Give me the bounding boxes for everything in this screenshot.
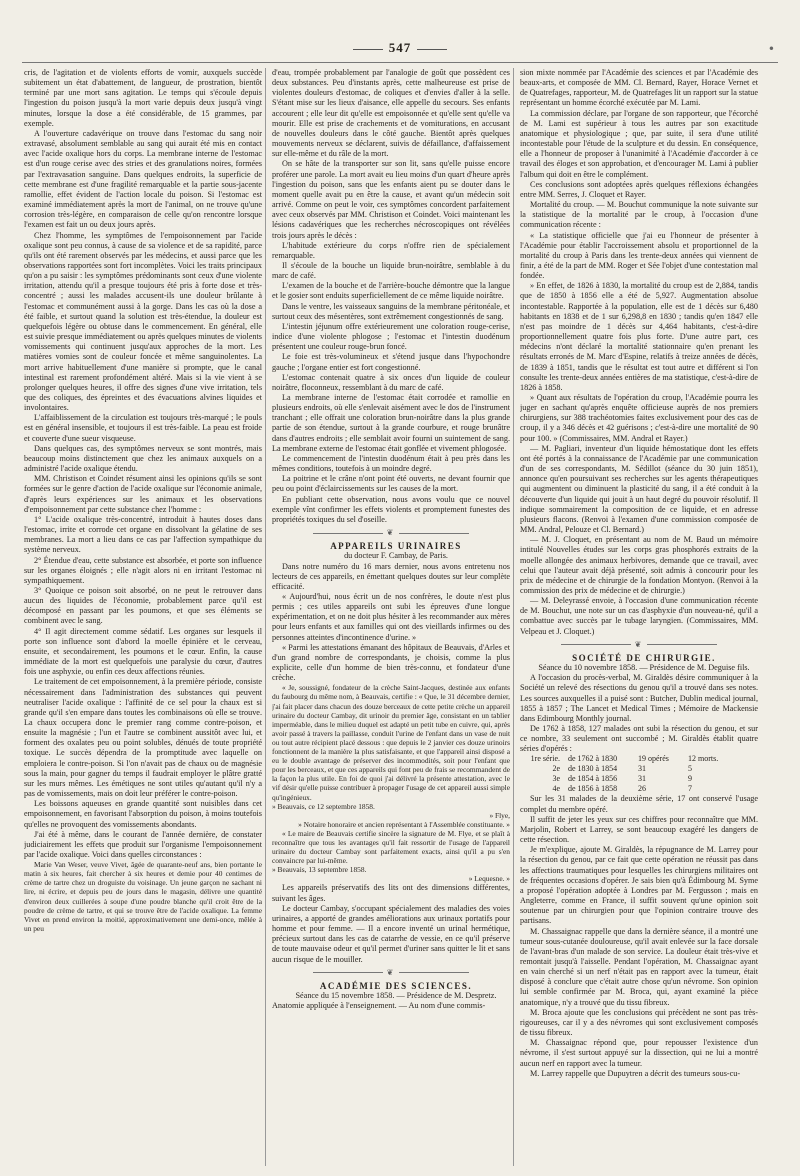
paragraph: Mortalité du croup. — M. Bouchut communique la note suivante sur la statistique de la mortalité par le croup, à l'occasion d'une communication récente :	[520, 200, 758, 230]
paragraph: L'habitude extérieure du corps n'offre rien de spécialement remarquable.	[272, 240, 510, 260]
paragraph: « Le maire de Beauvais certifie sincère la signature de M. Flye, et se plaît à reconnaître que tous les avantages qu'il fait ressortir de l'usage de l'appareil urinaire du docteur Cambay sont parfaitement exacts, ainsi qu'il a pu s'en convaincre par lui-même.	[272, 828, 510, 866]
signature-date: » Beauvais, 13 septembre 1858.	[272, 865, 367, 875]
paragraph: 4° Il agit directement comme sédatif. Les organes sur lesquels il porte son influence sont d'abord la moelle épinière et le cerveau, ensuite, et secondairement, les poumons et le cœur. Enfin, la cause immédiate de la mort est quelquefois une paralysie du cœur, d'autres fois une asphyxie, ou enfin ces deux affections réunies.	[24, 626, 262, 677]
paragraph: La commission déclare, par l'organe de son rapporteur, que l'écorché de M. Lami est supérieur à tous les autres par son exactitude anatomique et physiologique ; que, par suite, il sera d'une utilité incontestable pour l'étude de la sculpture et du dessin. En conséquence, elle a l'honneur de proposer à l'unanimité à l'Académie d'accorder à ce travail des éloges et son approbation, et d'encourager M. Lami à publier l'album qui doit en être le complément.	[520, 108, 758, 179]
table-row: 3e de 1854 à 1856 31 9	[552, 774, 692, 784]
paragraph: d'eau, trompée probablement par l'analogie de goût que possèdent ces deux substances. Peu d'instants après, cette malheureuse est prise de violentes douleurs d'estomac, de coliques et d'envies d'aller à la selle. S'étant mise sur les lieux d'aisance, elle appelle du secours. Ses enfants accourent ; elle leur dit qu'elle est empoisonnée et qu'elle sent qu'elle va mourir. Elle est prise de crachements et de vomiturations, en accusant de nouvelles douleurs dans le côté gauche. Bientôt après quelques mouvements nerveux se déclarent, suivis de défaillance, d'affaissement sur elle-même et du râle de la mort.	[272, 68, 510, 159]
paragraph: Les appareils préservatifs des lits ont des dimensions différentes, suivant les âges.	[272, 883, 510, 903]
section-title: APPAREILS URINAIRES	[330, 541, 462, 552]
column-divider	[265, 68, 266, 1166]
paragraph: cris, de l'agitation et de violents efforts de vomir, auxquels succède subitement un état d'abattement, de langueur, de prostration, bientôt terminé par une mort sans agitation. Le temps qui s'écoule depuis l'ingestion du poison jusqu'à la mort varie depuis deux jusqu'à vingt minutes, lorsque la dose a été considérable, de 15 grammes, par exemple.	[24, 68, 262, 128]
section-subtitle: Séance du 15 novembre 1858. — Présidence de M. Despretz.	[295, 991, 497, 1000]
paragraph: Les boissons aqueuses en grande quantité sont nuisibles dans cet empoisonnement, en favorisant l'absorption du poison, à moins toutefois qu'elles ne provoquent des vomissements abondants.	[24, 799, 262, 829]
paragraph: A l'ouverture cadavérique on trouve dans l'estomac du sang noir extravasé, absolument semblable au sang qui aurait été mis en contact avec l'acide oxalique hors du corps. La membrane interne de l'estomac est d'un rouge cerise avec des stries et des granulations noires, formées par l'extravasation sanguine. Dans quelques endroits, la superficie de cette membrane est d'une fragilité remarquable et la partie sous-jacente ramollie, effet évident de l'action locale du poison. Si l'estomac est examiné immédiatement après la mort de l'animal, on ne trouve qu'une corrosion très-légère, en comparaison de celle qu'on rencontre lorsque l'examen est fait un ou deux jours après.	[24, 128, 262, 230]
paragraph: M. Chassaignac répond que, pour repousser l'existence d'un névrome, il s'est surtout appuyé sur la dissection, qui ne lui a montré aucun nerf en rapport avec la tumeur.	[520, 1038, 758, 1068]
paragraph: Ces conclusions sont adoptées après quelques réflexions échangées entre MM. Serres, J. Cloquet et Rayer.	[520, 179, 758, 199]
paragraph: » Quant aux résultats de l'opération du croup, l'Académie pourra les juger en sachant qu'après enquête officieuse auprès de nos premiers chirurgiens, sur 388 trachéotomies faites exclusivement pour des cas de croup, il y a 346 décès et 42 guérisons ; c'est-à-dire une mortalité de 90 pour 100. » (Commissaires, MM. Andral et Rayer.)	[520, 393, 758, 443]
paragraph: Il suffit de jeter les yeux sur ces chiffres pour reconnaître que MM. Marjolin, Robert et Larrey, se sont beaucoup exagéré les dangers de cette résection.	[520, 814, 758, 845]
paragraph: Dans le ventre, les vaisseaux sanguins de la membrane péritonéale, et surtout ceux des mésentères, sont extrêmement congestionnés de sang.	[272, 301, 510, 321]
paragraph: « Je, soussigné, fondateur de la crèche Saint-Jacques, destinée aux enfants du faubourg du même nom, à Beauvais, certifie : « Que, le 31 décembre dernier, j'ai fait placer dans chacun des douze berceaux de cette petite crèche un appareil urinaire du docteur Cambay, dit urinoir du premier âge, consistant en un tablier imperméable, dans le milieu duquel est adapté un petit tube en cuivre, qui, après avoir passé à travers la paillasse, conduit l'urine de l'enfant dans un vase de nuit ou tout autre récipient placé dessous : que depuis le 2 janvier ces douze urinoirs fonctionnent de la manière la plus satisfaisante, et que l'appareil ainsi disposé a eu le double avantage de préserver des incommodités, soit pour l'enfant que pour les berceaux, et que ces appareils qui font peu de frais se recommandent de la façon la plus utile. En foi de quoi j'ai délivré la présente attestation, avec le vif désir qu'elle puisse contribuer à propager l'usage de cet appareil aussi simple qu'ingénieux.	[272, 683, 510, 802]
paragraph: Dans notre numéro du 16 mars dernier, nous avons entretenu nos lecteurs de ces appareils, en émettant quelques doutes sur leur complète efficacité.	[272, 561, 510, 591]
paragraph: M. Chassaignac rappelle que dans la dernière séance, il a montré une tumeur sous-cutanée douloureuse, qu'il avait enlevée sur la face dorsale de l'avant-bras d'un malade de son service. La douleur était très-vive et remontait jusqu'à l'aisselle. Pendant l'opération, M. Chassaignac ayant en vain cherché si un nerf n'était pas en rapport avec la tumeur, était disposé à conclure que c'était autre chose qu'un névrome. Son opinion lui semble confirmée par M. Broca, qui, ayant examiné la pièce anatomique, n'y a trouvé que du tissu fibreux.	[520, 926, 758, 1007]
column-2	[272, 68, 510, 1166]
paragraph: De 1762 à 1858, 127 malades ont subi la résection du genou, et sur ce nombre, 33 seulement ont succombé ; M. Giraldès établit quatre séries d'opérés :	[520, 724, 758, 754]
section-subtitle: du docteur F. Cambay, de Paris.	[344, 551, 448, 561]
paragraph: — M. Deleyrassé envoie, à l'occasion d'une communication récente de M. Bouchut, une note sur un cas d'asphyxie d'un nouveau-né, qu'il a combattue avec succès par le tubage laryngien. (Commissaires, MM. Velpeau et J. Cloquet.)	[520, 596, 758, 636]
column-divider	[513, 68, 514, 1166]
paragraph: M. Larrey rappelle que Dupuytren a décrit des tumeurs sous-cu-	[530, 1068, 741, 1078]
paragraph: M. Broca ajoute que les conclusions qui précèdent ne sont pas très-rigoureuses, car il y a des névromes qui sont exclusivement composés de tissu fibreux.	[520, 1007, 758, 1038]
paragraph: — M. Pagliari, inventeur d'un liquide hémostatique dont les effets ont été portés à la connaissance de l'Académie par une communication d'un de ses correspondants, M. Sédillot (séance du 30 juin 1851), annonce qu'en poursuivant ses recherches sur les agents thérapeutiques qui augmentent ou diminuent la plasticité du sang, il a été conduit à la découverte d'un liquide qui jouit à un haut degré du pouvoir résolutif. Il indique sommairement la composition de ce liquide, et en adresse plusieurs flacons. (Renvoi à l'examen d'une commission composée de MM. Andral, Pelouze et Cl. Bernard.)	[520, 443, 758, 535]
paragraph: « Aujourd'hui, nous écrit un de nos confrères, le doute n'est plus permis ; ces utiles appareils ont subi les épreuves d'une longue expérimentation, et on ne doit plus hésiter à les recommander aux mères pour leurs enfants et aux familles qui ont des vieillards infirmes ou des personnes atteintes d'incontinence d'urine. »	[272, 591, 510, 642]
paragraph: Sur les 31 malades de la deuxième série, 17 ont conservé l'usage complet du membre opéré.	[520, 794, 758, 814]
paragraph: On se hâte de la transporter sur son lit, sans qu'elle puisse encore proférer une parole. La mort avait eu lieu moins d'un quart d'heure après l'ingestion du poison, sans que les enfants aient pu se douter dans le moment quelle avait pu en être la cause, et avant qu'un médecin soit arrivé. Comme on peut le voir, ces symptômes concordent parfaitement avec ceux observés par MM. Christison et Coindet. Voici maintenant les lésions cadavériques que les recherches nécroscopiques ont révélées trois jours après le décès :	[272, 159, 510, 240]
paragraph: « La statistique officielle que j'ai eu l'honneur de présenter à l'Académie pour établir l'accroissement absolu et proportionnel de la mortalité du croup à Paris dans les trente-deux années qui viennent de finir, a été de la part de MM. Roger et Sée l'objet d'une contestation mal fondée.	[520, 230, 758, 281]
paragraph: Le foie est très-volumineux et s'étend jusque dans l'hypochondre gauche ; l'organe entier est fort congestionné.	[272, 352, 510, 372]
header-rule	[22, 62, 778, 63]
corner-mark: •	[767, 42, 775, 56]
paragraph: La membrane interne de l'estomac était corrodée et ramollie en plusieurs endroits, où elle s'enlevait aisément avec le dos de l'instrument tranchant ; elle offrait une coloration brun-noirâtre dans la plus grande partie de son étendue, surtout à la grande courbure, et rouge brunâtre dans d'autres endroits ; elle semblait avoir fourni un suintement de sang. La membrane externe de l'estomac était gonflée et vivement phlogosée.	[272, 393, 510, 453]
table-row: 1re série. de 1762 à 1830 19 opérés 12 morts.	[530, 754, 719, 764]
paragraph: Le docteur Cambay, s'occupant spécialement des maladies des voies urinaires, a apporté de grandes améliorations aux urinaux portatifs pour homme et pour femme. — Il a encore inventé un urinal hermétique, précieux surtout dans les cas de catarrhe de vessie, en ce qu'il préserve de toute mauvaise odeur et qu'il permet d'uriner sans quitter le lit et sans aucun risque de le mouiller.	[272, 903, 510, 964]
resection-table	[520, 754, 758, 794]
signature-role: » Notaire honoraire et ancien représentant à l'Assemblée constituante. »	[298, 819, 510, 829]
paragraph: Je m'explique, ajoute M. Giraldès, la répugnance de M. Larrey pour la résection du genou, par ce fait que cette opération ne réussit pas dans les affections traumatiques pour lesquelles les chirurgiens militaires ont de fréquentes occasions d'opérer. Je sais bien qu'à Édimbourg M. Syme a proposé l'opération adoptée à Londres par M. Fergusson ; mais en Angleterre, comme en France, il suffit souvent qu'une opinion soit soutenue par un chirurgien pour que l'opinion contraire trouve des partisans.	[520, 845, 758, 926]
signature-date: » Beauvais, ce 12 septembre 1858.	[272, 801, 375, 811]
paragraph: Le traitement de cet empoisonnement, à la première période, consiste nécessairement dans l'administration des substances qui peuvent neutraliser l'acide oxalique : l'affinité de ce sel pour la chaux est si grande qu'il s'en empare dans toutes les combinaisons où elle se trouve. La chaux occupera donc le premier rang comme contre-poison, et ensuite la magnésie ; l'un et l'autre se combinent aussitôt avec lui, et forment des oxalates peu ou point solubles, dénués de toute propriété toxique. Le succès dépendra de la promptitude avec laquelle on emploiera le contre-poison. Si l'on n'avait pas de chaux ou de magnésie sous la main, pour gagner du temps il faudrait employer le plâtre gratté sur les murs mêmes. Les émétiques ne sont utiles qu'autant qu'il n'y a pas de vomissements, mais on doit leur préférer le contre-poison.	[24, 677, 262, 799]
paragraph: Dans quelques cas, des symptômes nerveux se sont montrés, mais beaucoup moins distinctement que chez les animaux auxquels on a administré l'acide oxalique étendu.	[24, 443, 262, 474]
table-row: 4e de 1856 à 1858 26 7	[552, 784, 692, 794]
section-subtitle: Séance du 10 novembre 1858. — Présidence de M. Deguise fils.	[538, 663, 750, 673]
paragraph: Le commencement de l'intestin duodénum était à peu près dans les mêmes conditions, toutefois à un moindre degré.	[272, 453, 510, 474]
section-title: ACADÉMIE DES SCIENCES.	[319, 980, 473, 991]
signature-name: » Lequesne. »	[468, 874, 510, 884]
column-3	[520, 68, 758, 1166]
paragraph: » En effet, de 1826 à 1830, la mortalité du croup est de 2,884, tandis que de 1850 à 1856 elle a été de 5,927. Augmentation absolue incontestable. Rapportée à la population, elle est de 1 décès sur 6,480 habitants en 1838 et de 1 sur 6,298,8 en 1830 ; tandis qu'en 1847 elle n'est pas moindre de 1 décès sur 4,464 habitants, c'est-à-dire proportionnellement quatre fois plus forte. D'une autre part, ces médecins n'ont déclaré la mortalité stationnaire qu'en prenant les résultats erronés de M. Marc d'Espine, relatifs à treize années de décès, de 1839 à 1851, tandis que le résultat est tout autre et différent si l'on consulte les trente-deux années entières de ma statistique, c'est-à-dire de 1826 à 1858.	[520, 281, 758, 392]
page-number: 547	[340, 40, 460, 56]
paragraph: Chez l'homme, les symptômes de l'empoisonnement par l'acide oxalique sont peu connus, à cause de sa violence et de sa rapidité, parce qu'ils ont été rarement observés par les médecins, et aussi parce que les observations rapportées sont fort incomplètes. Voici les traits principaux qu'on a pu saisir : les symptômes prédominants sont ceux d'une violente irritation, attendu qu'il a presque toujours été pris à forte dose et très-concentré ; aussi les malades accusent-ils une douleur brûlante à l'estomac et communément aussi à la gorge. Dans les cas où la dose a été faible, et surtout quand la solution est très-étendue, la douleur est quelquefois légère ou obtuse dans le commencement. En général, elle est suivie presque immédiatement ou après quelques minutes de violents vomissements qui continuent jusqu'aux approches de la mort. Les matières vomies sont de couleur foncée et même sanguinolentes. La mort arrive habituellement d'une manière si prompte, que le canal intestinal est rarement profondément altéré. Mais si la vie vient à se prolonger quelques heures, il offre des signes d'une vive irritation, tels que des coliques, des épreintes et des évacuations alvines liquides et involontaires.	[24, 230, 262, 413]
paragraph: MM. Christison et Coindet résument ainsi les opinions qu'ils se sont formées sur le genre d'action de l'acide oxalique sur l'économie animale, d'après leurs expériences sur les animaux et les observations d'empoisonnement par cette substance chez l'homme :	[24, 474, 262, 514]
paragraph: La poitrine et le crâne n'ont point été ouverts, ne devant fournir que peu ou point d'éclaircissements sur les causes de la mort.	[272, 474, 510, 494]
table-row: 2e de 1830 à 1854 31 5	[552, 764, 692, 774]
paragraph: L'affaiblissement de la circulation est toujours très-marqué ; le pouls est en général insensible, et toujours il est très-faible. La peau est froide et couverte d'une sueur visqueuse.	[24, 413, 262, 443]
paragraph: J'ai été à même, dans le courant de l'année dernière, de constater judiciairement les effets que produit sur l'organisme l'empoisonnement par l'acide oxalique. Voici dans quelles circonstances :	[24, 829, 262, 860]
paragraph: 3° Quoique ce poison soit absorbé, on ne peut le retrouver dans aucun des liquides de l'économie, probablement parce qu'il est décomposé en passant par les poumons, et que ses éléments se combinent avec le sang.	[24, 585, 262, 626]
paragraph: — M. J. Cloquet, en présentant au nom de M. Baud un mémoire intitulé Nouvelles études sur les corps gras phosphorés extraits de la moelle allongée des animaux herbivores, demande que ce travail, avec celui que l'auteur avait déjà présenté, soit admis à concourir pour les prix de médecine et de chirurgie de la fondation Montyon. (Renvoi à la commission des prix de médecine et de chirurgie.)	[520, 535, 758, 595]
section-ornament: ❦	[520, 640, 758, 650]
paragraph: « Parmi les attestations émanant des hôpitaux de Beauvais, d'Arles et d'un grand nombre de correspondants, je choisis, comme la plus explicite, celle d'un homme de bien très-connu, et fondateur d'une crèche.	[272, 642, 510, 683]
paragraph: A l'occasion du procès-verbal, M. Giraldès désire communiquer à la Société un relevé des résections du genou qu'il a trouvé dans ses notes. Les sources auxquelles il a puisé sont : Butcher, Dublin medical journal, 1855 à 1857 ; The Lancet et Medical Times ; Mémoire de Mackensie dans Edimbourg Monthly journal.	[520, 673, 758, 723]
section-ornament: ❦	[272, 968, 510, 978]
paragraph: L'estomac contenait quatre à six onces d'un liquide de couleur noirâtre, floconneux, ressemblant à du marc de café.	[272, 372, 510, 392]
paragraph: 2° Étendue d'eau, cette substance est absorbée, et porte son influence sur les organes éloignés ; elle n'agit alors ni en irritant l'estomac ni sympathiquement.	[24, 555, 262, 585]
section-title: SOCIÉTÉ DE CHIRURGIE.	[572, 652, 716, 663]
paragraph: Anatomie appliquée à l'enseignement. — Au nom d'une commis-	[272, 1001, 486, 1011]
paragraph: 1° L'acide oxalique très-concentré, introduit à hautes doses dans l'estomac, irrite et corrode cet organe en dissolvant la gélatine de ses membranes. La mort a lieu dans ce cas par l'affection sympathique du système nerveux.	[24, 514, 262, 555]
section-ornament: ❦	[272, 528, 510, 538]
paragraph: L'intestin jéjunum offre extérieurement une coloration rouge-cerise, indice d'une violente phlogose ; l'estomac et l'intestin duodénum présentent une couleur rouge-brun foncé.	[272, 321, 510, 352]
paragraph: Marie Van Weser, veuve Vivet, âgée de quarante-neuf ans, bien portante le matin à six heures, fait chercher à six heures et demie pour 40 centimes de crème de tartre chez un droguiste du voisinage. Un jeune garçon ne sachant ni lire, ni écrire, et depuis peu de jours dans le magasin, délivre une quantité d'environ deux cuillerées à soupe d'une poudre blanche qu'il croit être de la poudre de crème de tartre, et qui se trouve être de l'acide oxalique. La femme Vivet en prend environ la moitié, approximativement une demi-once, mêlée à un peu	[24, 860, 262, 933]
paragraph: L'examen de la bouche et de l'arrière-bouche démontre que la langue et le gosier sont enduits superficiellement de ce même liquide noirâtre.	[272, 281, 510, 301]
signature-name: » Flye,	[489, 810, 510, 820]
paragraph: Il s'écoule de la bouche un liquide brun-noirâtre, semblable à du marc de café.	[272, 260, 510, 281]
paragraph: En publiant cette observation, nous avons voulu que ce nouvel exemple vînt confirmer les effets violents et promptement funestes des propriétés toxiques du sel d'oseille.	[272, 494, 510, 524]
column-1	[24, 68, 262, 1166]
paragraph: sion mixte nommée par l'Académie des sciences et par l'Académie des beaux-arts, et composée de MM. Cl. Bernard, Rayer, Horace Vernet et de Quatrefages, rapporteur, M. de Quatrefages lit un rapport sur la statue représentant un homme écorché exécutée par M. Lami.	[520, 68, 758, 108]
